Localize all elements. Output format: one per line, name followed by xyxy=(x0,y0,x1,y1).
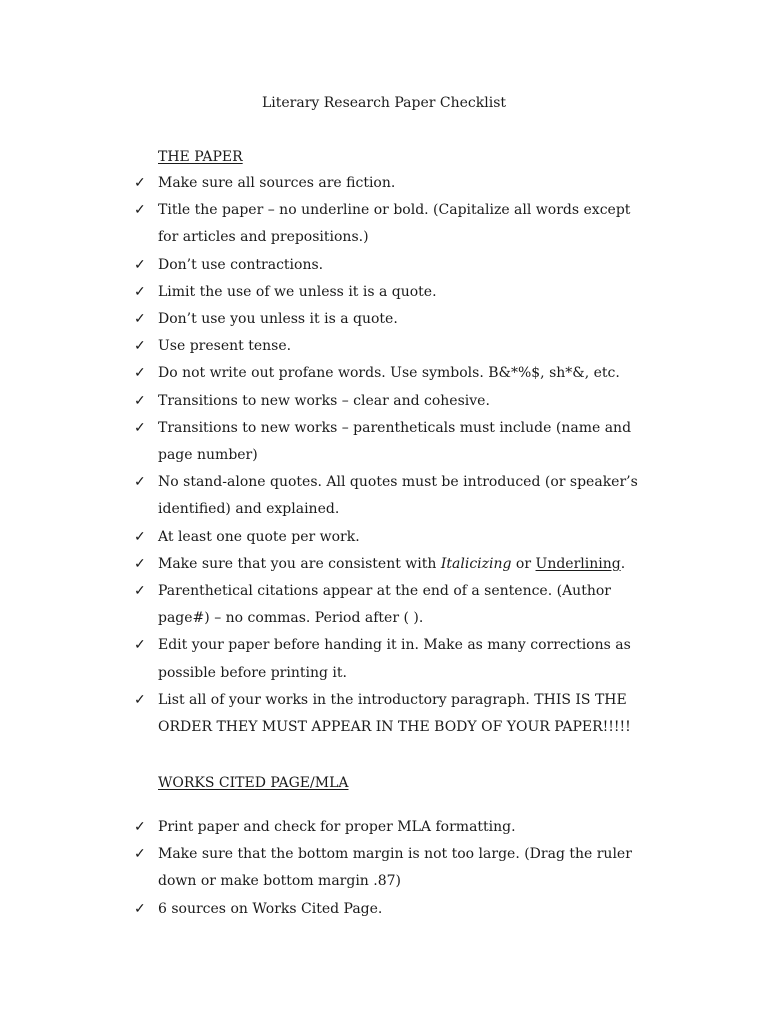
list-item xyxy=(0,360,648,387)
list-item xyxy=(0,279,648,306)
checkmark-icon: ✓ xyxy=(134,202,146,219)
checkmark-icon: ✓ xyxy=(134,474,146,491)
checkmark-icon: ✓ xyxy=(134,256,146,273)
list-item-text-prefix: Make sure that you are consistent with xyxy=(158,555,441,572)
list-item-text: Title the paper – no underline or bold. (Capitalize all words except for articles and prepositions.) xyxy=(158,202,631,246)
list-item xyxy=(0,551,648,578)
checkmark-icon: ✓ xyxy=(134,819,146,835)
list-item-text: Use present tense. xyxy=(158,338,292,355)
list-item xyxy=(0,814,648,841)
list-item xyxy=(0,415,648,469)
list-item xyxy=(0,333,648,360)
document-title: Literary Research Paper Checklist xyxy=(261,95,507,111)
checkmark-icon: ✓ xyxy=(134,175,146,191)
list-item xyxy=(0,896,648,923)
section-heading-works-cited: WORKS CITED PAGE/MLA xyxy=(158,775,349,791)
list-item xyxy=(0,524,648,551)
checkmark-icon: ✓ xyxy=(134,419,146,436)
checkmark-icon: ✓ xyxy=(134,283,146,300)
list-item-text: Do not write out profane words. Use symbols. B&*%$, sh*&, etc. xyxy=(158,365,620,382)
list-item-text: Don’t use you unless it is a quote. xyxy=(158,311,398,328)
list-item-text-suffix: . xyxy=(620,555,626,572)
list-item-text: Make sure all sources are fiction. xyxy=(158,175,396,191)
list-item xyxy=(0,632,648,686)
list-item xyxy=(0,306,648,333)
list-item xyxy=(0,578,648,632)
list-item-text: Transitions to new works – parentheticals must include (name and page number) xyxy=(158,419,632,464)
list-item-text: Print paper and check for proper MLA formatting. xyxy=(158,819,516,835)
section-heading-the-paper: THE PAPER xyxy=(158,149,243,165)
list-item xyxy=(0,170,648,197)
checkmark-icon: ✓ xyxy=(134,900,146,917)
list-item-text: 6 sources on Works Cited Page. xyxy=(158,900,383,917)
list-item-text: Transitions to new works – clear and cohesive. xyxy=(158,392,490,409)
list-item xyxy=(0,841,648,895)
underline-example-text: Underlining xyxy=(535,555,621,572)
italic-example-text: Italicizing xyxy=(440,555,512,572)
checkmark-icon: ✓ xyxy=(134,338,146,355)
list-item xyxy=(0,469,648,523)
list-item-text: At least one quote per work. xyxy=(158,528,360,545)
checkmark-icon: ✓ xyxy=(134,846,146,863)
checkmark-icon: ✓ xyxy=(134,365,146,382)
list-item xyxy=(0,388,648,415)
checkmark-icon: ✓ xyxy=(134,583,146,600)
list-item-text: List all of your works in the introductory paragraph. THIS IS THE ORDER THEY MUST APPEAR IN THE BODY OF YOUR PAPER!!!!! xyxy=(158,691,631,736)
list-item-text: Limit the use of we unless it is a quote. xyxy=(158,283,437,300)
checkmark-icon: ✓ xyxy=(134,637,146,654)
list-item-text: Make sure that the bottom margin is not too large. (Drag the ruler down or make bottom margin .87) xyxy=(158,846,632,890)
checkmark-icon: ✓ xyxy=(134,691,146,708)
works-cited-checklist xyxy=(0,814,768,923)
checkmark-icon: ✓ xyxy=(134,311,146,328)
list-item-text: Don’t use contractions. xyxy=(158,256,324,273)
list-item-text: Parenthetical citations appear at the end of a sentence. (Author page#) – no commas. Period after ( ). xyxy=(158,583,611,627)
list-item xyxy=(0,197,648,251)
checkmark-icon: ✓ xyxy=(134,528,146,545)
list-item-text-middle: or xyxy=(511,555,536,572)
the-paper-checklist xyxy=(0,170,768,741)
checkmark-icon: ✓ xyxy=(134,392,146,409)
list-item-text: No stand-alone quotes. All quotes must be introduced (or speaker’s identified) and explained. xyxy=(158,474,638,518)
checkmark-icon: ✓ xyxy=(134,555,146,572)
list-item xyxy=(0,252,648,279)
list-item xyxy=(0,687,648,741)
list-item-text: Edit your paper before handing it in. Make as many corrections as possible before printing it. xyxy=(158,637,631,681)
